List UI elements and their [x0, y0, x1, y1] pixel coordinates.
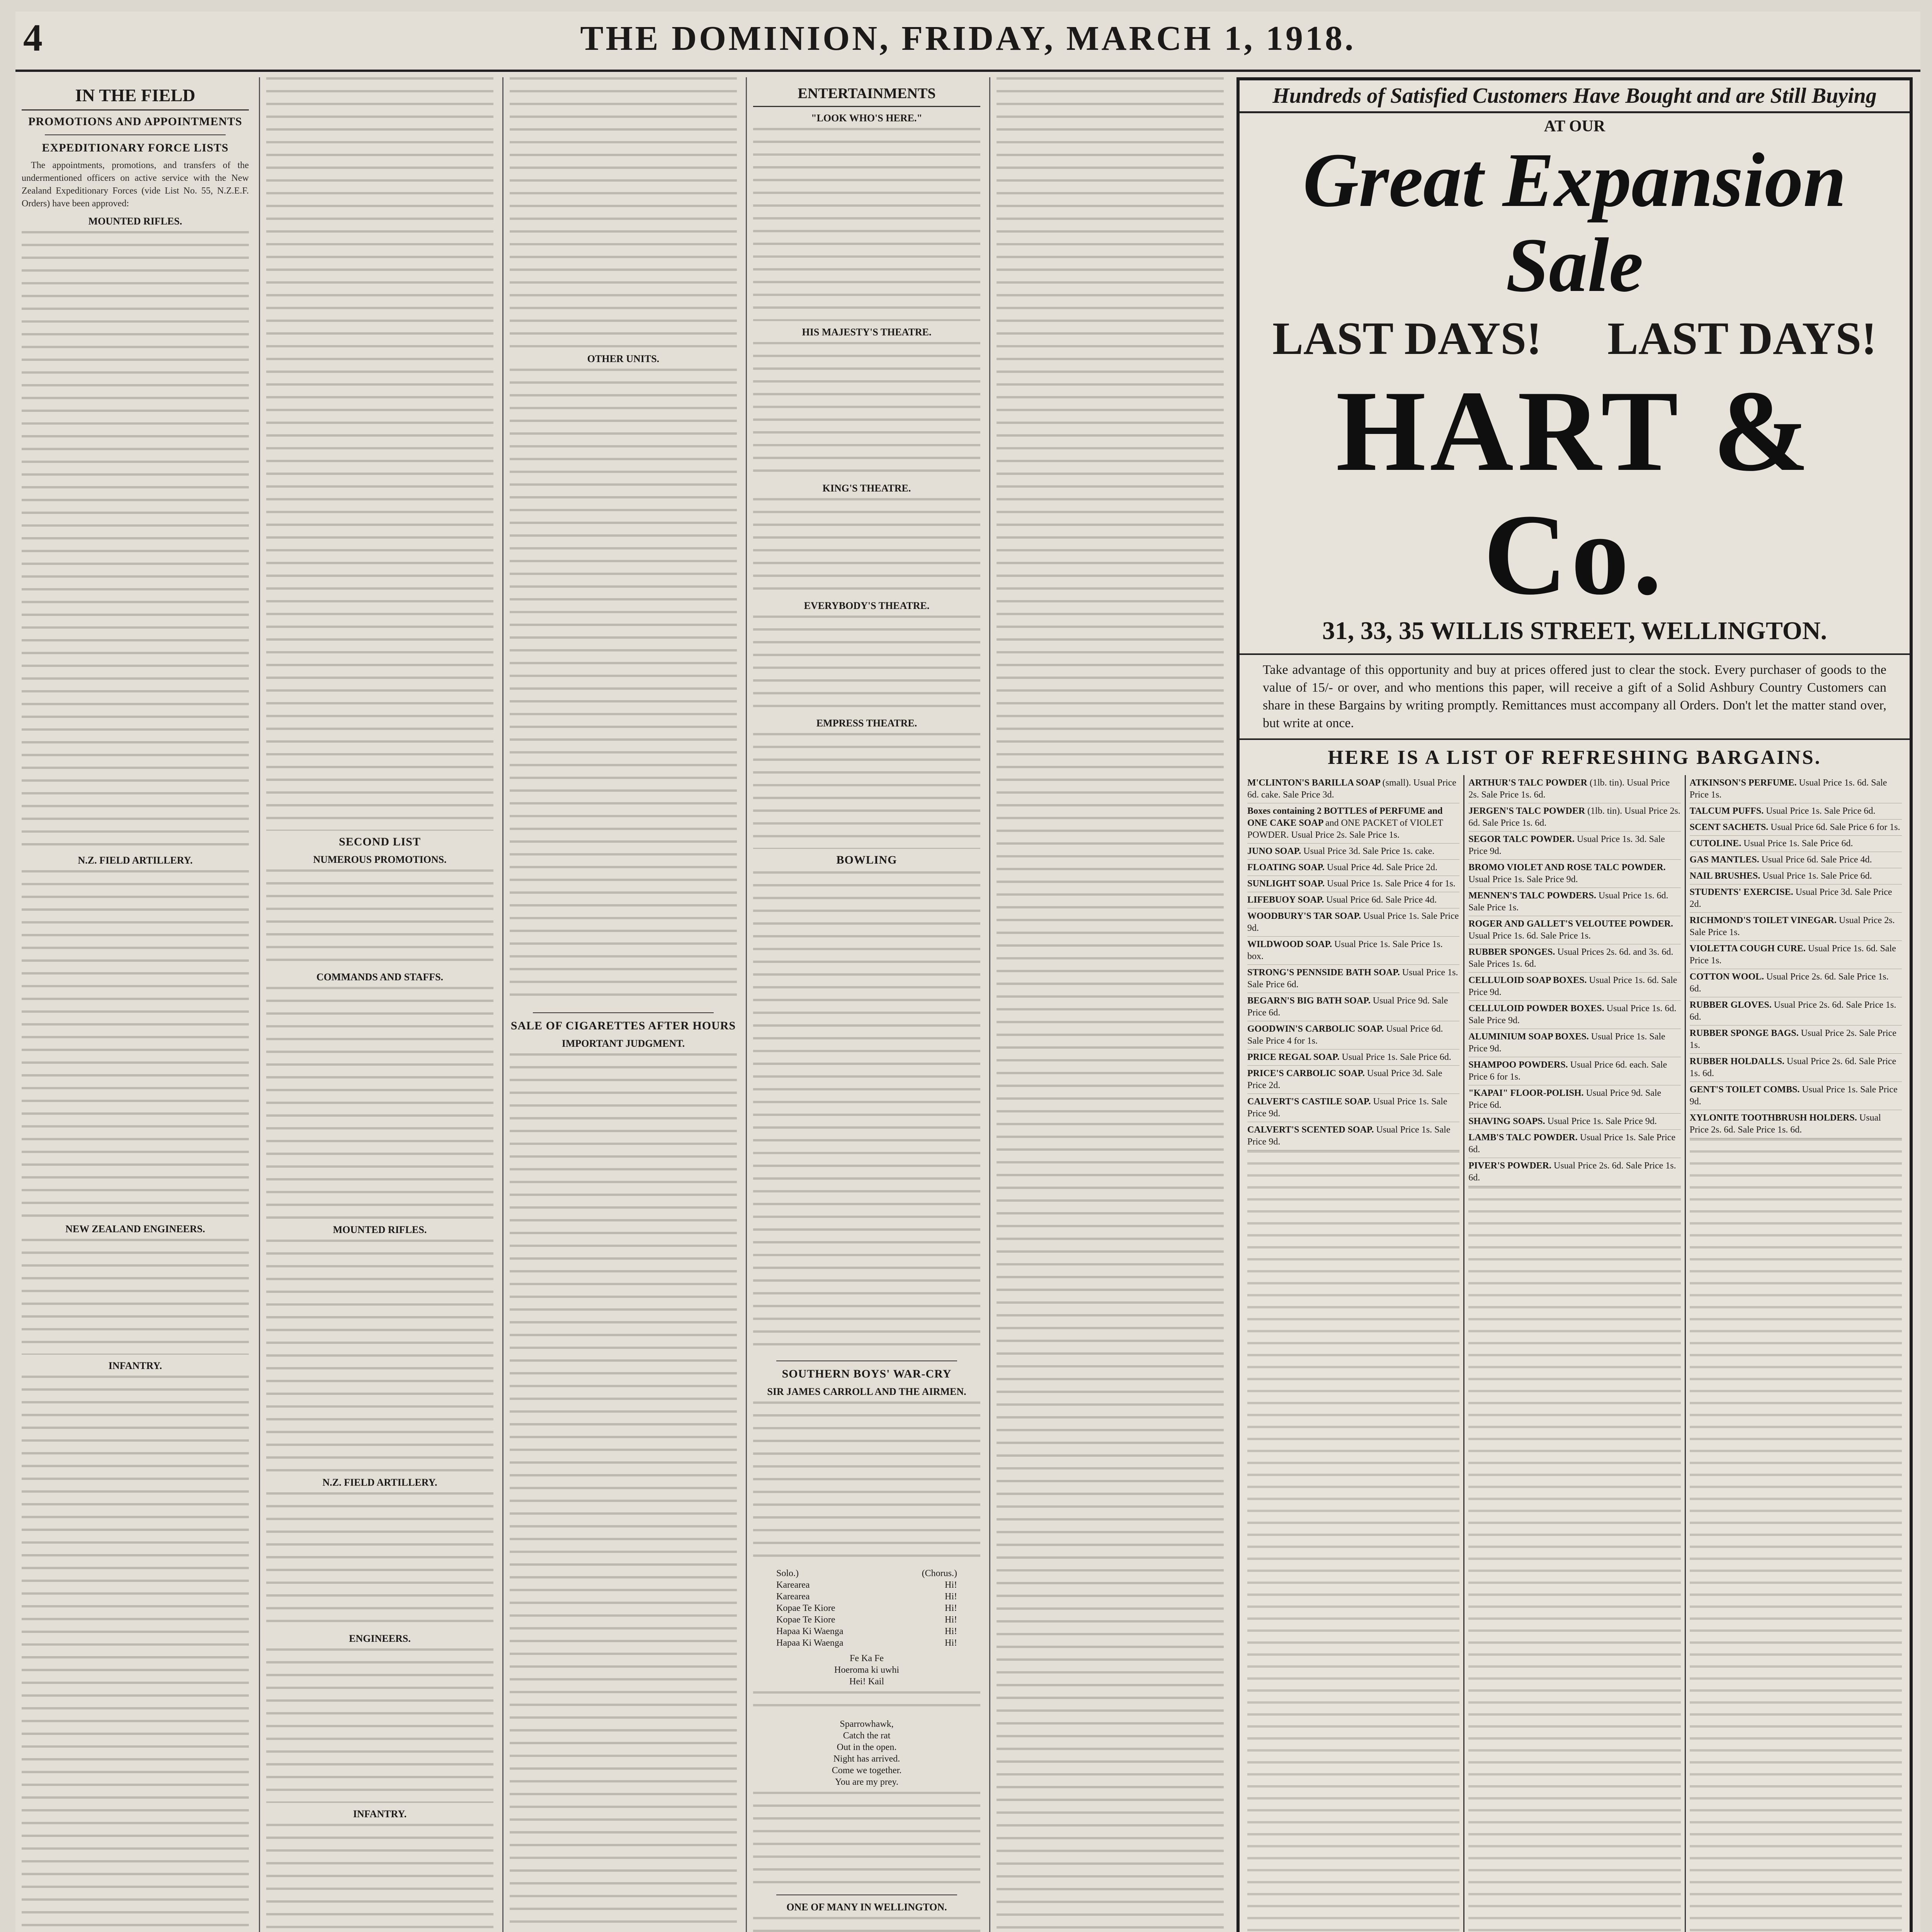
bargain-list-continued [1247, 1150, 1459, 1932]
bargain-price: Usual Price 6d. Sale Price 6 for 1s. [1770, 822, 1900, 832]
bargain-price: Usual Price 1s. Sale Price 1s. box. [1247, 939, 1443, 961]
bargain-item [1468, 775, 1680, 803]
verse-line [753, 1602, 980, 1614]
verse-line [753, 1579, 980, 1591]
cigarettes-heading: SALE OF CIGARETTES AFTER HOURS [510, 1019, 736, 1032]
verse-line: Fe Ka Fe [850, 1653, 884, 1663]
article-text-block [753, 498, 980, 595]
bargain-name: SUNLIGHT SOAP. [1247, 879, 1327, 889]
bargain-name: ROGER AND GALLET'S VELOUTEE POWDER. [1468, 919, 1673, 929]
verse-solo: Hapaa Ki Waenga [776, 1638, 844, 1648]
bargain-item [1690, 852, 1902, 868]
entertainments-heading: ENTERTAINMENTS [753, 85, 980, 107]
bargain-price: (1lb. tin). Usual Price 2s. Sale Price 1s. 6d. [1468, 778, 1670, 800]
bargain-item [1468, 1085, 1680, 1114]
verse-solo: Kopae Te Kiore [776, 1603, 835, 1613]
bargain-name: ARTHUR'S TALC POWDER [1468, 778, 1590, 788]
bargain-price: Usual Price 6d. Sale Price 4d. [1326, 895, 1437, 905]
bargain-item [1247, 1049, 1459, 1066]
divider [45, 134, 226, 135]
bargain-price: Usual Price 1s. 6d. Sale Price 1s. [1468, 931, 1591, 941]
verse-line: Hei! Kail [849, 1677, 884, 1687]
bargain-name: BROMO VIOLET AND ROSE TALC POWDER. [1468, 862, 1666, 872]
verse-line: Catch the rat [843, 1731, 891, 1741]
verse-solo: Karearea [776, 1580, 810, 1590]
bargain-price: Usual Price 3d. Sale Price 1s. cake. [1303, 846, 1435, 856]
bargain-name: LAMB'S TALC POWDER. [1468, 1133, 1580, 1143]
bargain-price: Usual Price 2s. 6d. Sale Price 1s. 6d. [1468, 1161, 1676, 1183]
column-1 [15, 77, 255, 1932]
bargain-price: Usual Price 2s. Sale Price 1s. [1689, 1028, 1896, 1050]
bargain-name: GAS MANTLES. [1689, 855, 1762, 865]
bargain-price: Usual Price 1s. Sale Price 9d. [1247, 911, 1459, 933]
ad-brand: HART & Co. [1336, 367, 1813, 619]
article-text-block [22, 1239, 249, 1355]
bargain-item [1247, 844, 1459, 860]
verse-line: Out in the open. [837, 1742, 897, 1752]
bargain-item [1247, 1066, 1459, 1094]
bargain-name: CUTOLINE. [1689, 838, 1744, 849]
bargain-name: SEGOR TALC POWDER. [1468, 834, 1577, 844]
column-3 [502, 77, 743, 1932]
bargain-item [1247, 803, 1459, 844]
bargain-name: WILDWOOD SOAP. [1247, 939, 1335, 949]
bargain-name: M'CLINTON'S BARILLA SOAP [1247, 778, 1383, 788]
verse-solo: Karearea [776, 1592, 810, 1602]
verse-line: Hoeroma ki uwhi [834, 1665, 899, 1675]
bargain-name: CALVERT'S CASTILE SOAP. [1247, 1097, 1373, 1107]
bargain-price: Usual Price 9d. Sale Price 6d. [1468, 1088, 1662, 1110]
ad-sale-title: Great Expansion Sale [1303, 138, 1846, 308]
bargain-item [1468, 888, 1680, 916]
bargain-price: Usual Price 1s. Sale Price 6d. [1743, 838, 1853, 849]
bargain-price: Usual Price 1s. 6d. Sale Price 9d. [1468, 1003, 1677, 1026]
bargain-name: GOODWIN'S CARBOLIC SOAP. [1247, 1024, 1386, 1034]
bargains-heading: HERE IS A LIST OF REFRESHING BARGAINS. [1328, 747, 1821, 769]
numerous-promotions-heading: NUMEROUS PROMOTIONS. [313, 854, 447, 865]
bargain-item [1690, 803, 1902, 820]
bargain-item [1468, 832, 1680, 860]
article-text-block [266, 869, 493, 966]
bargain-price: Usual Price 1s. 6d. Sale Price 1s. [1468, 891, 1668, 913]
last-days-left: LAST DAYS! [1272, 313, 1542, 364]
article-text-block [266, 77, 493, 831]
bargain-item [1247, 965, 1459, 993]
bargain-name: COTTON WOOL. [1689, 972, 1767, 982]
bargain-item [1468, 1130, 1680, 1158]
bargain-price: Usual Price 1s. Sale Price 9d. [1247, 1125, 1451, 1147]
bargain-item [1247, 775, 1459, 803]
second-list-heading: SECOND LIST [339, 835, 421, 848]
page-number: 4 [23, 16, 43, 59]
bargain-price: Usual Price 1s. Sale Price 6d. [1766, 806, 1876, 816]
engineers-heading: NEW ZEALAND ENGINEERS. [65, 1223, 205, 1235]
bargain-name: GENT'S TOILET COMBS. [1689, 1085, 1802, 1095]
bargain-item [1468, 1029, 1680, 1057]
bargain-name: RUBBER SPONGE BAGS. [1689, 1028, 1801, 1038]
article-text-block [753, 1917, 980, 1932]
article-text-block [997, 77, 1224, 1932]
bargain-item [1247, 1094, 1459, 1122]
bargain-list-continued [1690, 1138, 1902, 1932]
bargain-item [1247, 908, 1459, 937]
bargain-item [1468, 916, 1680, 944]
field-artillery-heading: N.Z. FIELD ARTILLERY. [78, 855, 193, 866]
verse-line: You are my prey. [835, 1777, 898, 1787]
kings-theatre-heading: KING'S THEATRE. [822, 483, 911, 494]
haka-translation [753, 1718, 980, 1788]
field-artillery-heading-2: N.Z. FIELD ARTILLERY. [322, 1477, 437, 1488]
bargain-item [1247, 1021, 1459, 1049]
bargain-price: Usual Price 1s. Sale Price 6d. [1762, 871, 1872, 881]
bargain-name: SHAVING SOAPS. [1468, 1116, 1548, 1126]
article-text-block [753, 733, 980, 849]
bargain-item [1690, 997, 1902, 1026]
bargain-name: RUBBER SPONGES. [1468, 947, 1558, 957]
column-2 [259, 77, 500, 1932]
expeditionary-heading: EXPEDITIONARY FORCE LISTS [42, 141, 229, 154]
bargain-price: Usual Price 2s. 6d. Sale Price 1s. 6d. [1689, 1000, 1896, 1022]
article-text-block [510, 1053, 737, 1932]
article-text-block [266, 987, 493, 1219]
bargain-item [1247, 860, 1459, 876]
last-days-right: LAST DAYS! [1607, 313, 1877, 364]
article-text-block [753, 342, 980, 477]
bargains-column-2 [1463, 775, 1684, 1932]
bargain-name: JUNO SOAP. [1247, 846, 1304, 856]
bargain-name: ATKINSON'S PERFUME. [1689, 778, 1799, 788]
bargain-name: WOODBURY'S TAR SOAP. [1247, 911, 1364, 921]
masthead [15, 12, 1920, 72]
article-text-block [22, 231, 249, 849]
verse-line: Come we together. [832, 1765, 902, 1776]
bargain-item [1247, 1122, 1459, 1150]
war-cry-heading: SOUTHERN BOYS' WAR-CRY [782, 1367, 952, 1380]
bargain-item [1690, 913, 1902, 941]
bargain-item [1690, 884, 1902, 913]
bargain-item [1690, 1054, 1902, 1082]
his-majestys-heading: HIS MAJESTY'S THEATRE. [802, 327, 932, 338]
bargain-price: (1lb. tin). Usual Price 2s. 6d. Sale Price 1s. 6d. [1468, 806, 1680, 828]
bargain-item [1468, 1001, 1680, 1029]
article-text-block [266, 1492, 493, 1628]
bargain-item [1247, 892, 1459, 908]
infantry-heading-2: INFANTRY. [353, 1808, 407, 1820]
look-whos-here-heading: "LOOK WHO'S HERE." [811, 112, 922, 124]
bargain-name: CELLULOID POWDER BOXES. [1468, 1003, 1607, 1014]
article-text-block [22, 870, 249, 1218]
bargain-price: Usual Price 1s. Sale Price 6d. [1468, 1133, 1676, 1155]
haka-verse [753, 1568, 980, 1649]
bargain-name: RUBBER GLOVES. [1689, 1000, 1774, 1010]
column-4 [746, 77, 986, 1932]
bargain-name: LIFEBUOY SOAP. [1247, 895, 1327, 905]
bargain-price: Usual Price 1s. 6d. Sale Price 1s. [1689, 778, 1887, 800]
bargain-name: MENNEN'S TALC POWDERS. [1468, 891, 1599, 901]
masthead-title: THE DOMINION, FRIDAY, MARCH 1, 1918. [580, 19, 1356, 58]
ad-banner: Hundreds of Satisfied Customers Have Bought and are Still Buying [1240, 80, 1910, 113]
bargain-price: Usual Price 4d. Sale Price 2d. [1327, 862, 1437, 872]
verse-line [753, 1614, 980, 1626]
ad-address: 31, 33, 35 WILLIS STREET, WELLINGTON. [1322, 617, 1827, 645]
verse-line [753, 1637, 980, 1649]
war-cry-subheading: SIR JAMES CARROLL AND THE AIRMEN. [767, 1386, 966, 1397]
verse-solo: Solo.) [776, 1568, 799, 1578]
bargain-price: Usual Price 3d. Sale Price 2d. [1247, 1068, 1442, 1090]
article-text-block [22, 1376, 249, 1932]
bargain-name: RUBBER HOLDALLS. [1689, 1056, 1787, 1066]
bargain-price: Usual Price 2s. 6d. Sale Price 1s. 6d. [1689, 1113, 1881, 1135]
infantry-heading: INFANTRY. [108, 1360, 162, 1371]
bargain-item [1690, 1026, 1902, 1054]
mounted-rifles-heading-2: MOUNTED RIFLES. [333, 1224, 427, 1235]
bargain-price: (small). Usual Price 6d. cake. Sale Price 3d. [1247, 778, 1456, 800]
commands-staffs-heading: COMMANDS AND STAFFS. [316, 971, 444, 983]
everybodys-heading: EVERYBODY'S THEATRE. [804, 600, 930, 611]
bargain-name: FLOATING SOAP. [1247, 862, 1327, 872]
bargain-name: STRONG'S PENNSIDE BATH SOAP. [1247, 968, 1402, 978]
newspaper-page [15, 12, 1920, 1932]
bargain-item [1690, 868, 1902, 884]
bargain-item [1690, 969, 1902, 997]
article-text-block [266, 1240, 493, 1471]
bargain-price: Usual Prices 2s. 6d. and 3s. 6d. Sale Prices 1s. 6d. [1468, 947, 1673, 969]
empress-heading: EMPRESS THEATRE. [816, 718, 917, 729]
verse-chorus: Hi! [945, 1626, 957, 1636]
other-units-heading: OTHER UNITS. [587, 353, 660, 364]
bargain-name: "KAPAI" FLOOR-POLISH. [1468, 1088, 1586, 1098]
bargain-name: PRICE REGAL SOAP. [1247, 1052, 1342, 1062]
engineers-heading-2: ENGINEERS. [349, 1633, 411, 1644]
bargain-item [1690, 820, 1902, 836]
bargain-price: Usual Price 6d. each. Sale Price 6 for 1s. [1468, 1060, 1667, 1082]
bargain-item [1468, 1057, 1680, 1085]
verse-chorus: Hi! [945, 1603, 957, 1613]
bargain-price: Usual Price 1s. Sale Price 9d. [1247, 1097, 1447, 1119]
verse-chorus: Hi! [945, 1615, 957, 1625]
bargain-item [1468, 973, 1680, 1001]
article-text-block [753, 1691, 980, 1714]
bargain-price: Usual Price 6d. Sale Price 4d. [1761, 855, 1872, 865]
bargain-price: Usual Price 1s. Sale Price 9d. [1547, 1116, 1657, 1126]
bargain-item [1690, 775, 1902, 803]
bargain-price: and ONE PACKET of VIOLET POWDER. Usual Price 2s. Sale Price 1s. [1247, 818, 1443, 840]
bargain-name: RICHMOND'S TOILET VINEGAR. [1689, 915, 1839, 925]
article-text-block [753, 128, 980, 321]
bargain-list-continued [1468, 1186, 1680, 1932]
bargain-price: Usual Price 1s. Sale Price 6d. [1342, 1052, 1451, 1062]
verse-chorus: Hi! [945, 1592, 957, 1602]
hart-co-advertisement [1236, 77, 1913, 1932]
bargain-item [1468, 1114, 1680, 1130]
bargain-price: Usual Price 6d. Sale Price 4 for 1s. [1247, 1024, 1443, 1046]
bargain-item [1247, 876, 1459, 892]
verse-solo: Kopae Te Kiore [776, 1615, 835, 1625]
bargain-name: ALUMINIUM SOAP BOXES. [1468, 1032, 1591, 1042]
column-5 [989, 77, 1230, 1932]
bargain-price: Usual Price 1s. Sale Price 6d. [1247, 968, 1458, 990]
bargain-name: SHAMPOO POWDERS. [1468, 1060, 1570, 1070]
article-text-block [753, 1792, 980, 1888]
article-text-block [266, 1824, 493, 1932]
bargain-item [1247, 993, 1459, 1021]
bargain-item [1690, 941, 1902, 969]
bargain-price: Usual Price 1s. Sale Price 4 for 1s. [1327, 879, 1456, 889]
article-text-block [510, 369, 737, 1006]
bargain-price: Usual Price 1s. 6d. Sale Price 9d. [1468, 975, 1677, 997]
in-the-field-heading: IN THE FIELD [22, 85, 249, 111]
promotions-subheading: PROMOTIONS AND APPOINTMENTS [28, 115, 242, 128]
bowling-heading: BOWLING [836, 854, 897, 866]
verse-line [753, 1568, 980, 1579]
bargain-price: Usual Price 1s. Sale Price 9d. [1468, 874, 1578, 884]
article-intro: The appointments, promotions, and transfers of the undermentioned officers on active service with the New Zealand Expeditionary Forces (vide List No. 55, N.Z.E.F. Orders) have been approved: [22, 160, 249, 209]
bargain-name: Boxes containing 2 BOTTLES of PERFUME and ONE CAKE SOAP [1247, 806, 1443, 828]
bargain-item [1468, 860, 1680, 888]
bargain-name: PRICE'S CARBOLIC SOAP. [1247, 1068, 1367, 1078]
article-text-block [510, 77, 737, 348]
bargain-name: SCENT SACHETS. [1689, 822, 1771, 832]
bargain-name: VIOLETTA COUGH CURE. [1689, 944, 1808, 954]
bargain-item [1468, 944, 1680, 973]
bargain-name: BEGARN'S BIG BATH SOAP. [1247, 996, 1373, 1006]
bargain-item [1247, 937, 1459, 965]
bargain-price: Usual Price 2s. Sale Price 1s. [1689, 915, 1895, 937]
ad-body-text: Take advantage of this opportunity and buy at prices offered just to clear the stock. Every purchaser of goods to the value of 15/- or over, and who mentions this paper, will receive a gift of a Solid Ashbury Country Customers can share in these Bargains by writing promptly. Remittances must accompany all Orders. Don't let the matter stand over, but write at once. [1240, 653, 1910, 740]
verse-chorus: (Chorus.) [922, 1568, 957, 1578]
bargain-name: NAIL BRUSHES. [1689, 871, 1763, 881]
bargain-price: Usual Price 2s. 6d. Sale Price 1s. 6d. [1689, 972, 1889, 994]
bargains-column-3 [1685, 775, 1906, 1932]
verse-line [753, 1591, 980, 1602]
bargain-price: Usual Price 3d. Sale Price 2d. [1689, 887, 1892, 909]
bargain-price: Usual Price 1s. Sale Price 9d. [1468, 1032, 1665, 1054]
mounted-rifles-heading: MOUNTED RIFLES. [88, 216, 182, 227]
bargain-name: XYLONITE TOOTHBRUSH HOLDERS. [1689, 1113, 1859, 1123]
bargain-name: JERGEN'S TALC POWDER [1468, 806, 1588, 816]
verse-line: Sparrowhawk, [840, 1719, 894, 1729]
bargain-item [1468, 803, 1680, 832]
verse-line [753, 1626, 980, 1637]
bargains-column-1 [1243, 775, 1463, 1932]
bargain-item [1690, 1082, 1902, 1110]
article-text-block [266, 1648, 493, 1803]
verse-solo: Hapaa Ki Waenga [776, 1626, 844, 1636]
bargain-item [1690, 836, 1902, 852]
bargain-name: CALVERT'S SCENTED SOAP. [1247, 1125, 1376, 1135]
article-text-block [753, 1401, 980, 1564]
bargains-list [1240, 775, 1910, 1932]
haka-verse-2 [753, 1653, 980, 1687]
article-text-block [753, 616, 980, 712]
bargain-price: Usual Price 2s. 6d. Sale Price 1s. 6d. [1689, 1056, 1896, 1078]
verse-line: Night has arrived. [833, 1754, 900, 1764]
ad-at-our: AT OUR [1544, 117, 1605, 135]
one-of-many-heading: ONE OF MANY IN WELLINGTON. [786, 1901, 947, 1913]
bargain-name: STUDENTS' EXERCISE. [1689, 887, 1796, 897]
bargain-name: TALCUM PUFFS. [1689, 806, 1766, 816]
bargain-item [1690, 1110, 1902, 1138]
bargain-item [1468, 1158, 1680, 1186]
verse-chorus: Hi! [945, 1638, 957, 1648]
bargain-name: PIVER'S POWDER. [1468, 1161, 1554, 1171]
judgment-heading: IMPORTANT JUDGMENT. [561, 1038, 685, 1049]
verse-chorus: Hi! [945, 1580, 957, 1590]
bargain-price: Usual Price 1s. 6d. Sale Price 1s. [1689, 944, 1896, 966]
article-text-block [753, 871, 980, 1354]
bargain-price: Usual Price 1s. 3d. Sale Price 9d. [1468, 834, 1665, 856]
bargain-price: Usual Price 1s. Sale Price 9d. [1689, 1085, 1898, 1107]
bargain-price: Usual Price 9d. Sale Price 6d. [1247, 996, 1448, 1018]
bargain-name: CELLULOID SOAP BOXES. [1468, 975, 1589, 985]
divider [533, 1012, 714, 1013]
ad-last-days [1240, 312, 1910, 365]
